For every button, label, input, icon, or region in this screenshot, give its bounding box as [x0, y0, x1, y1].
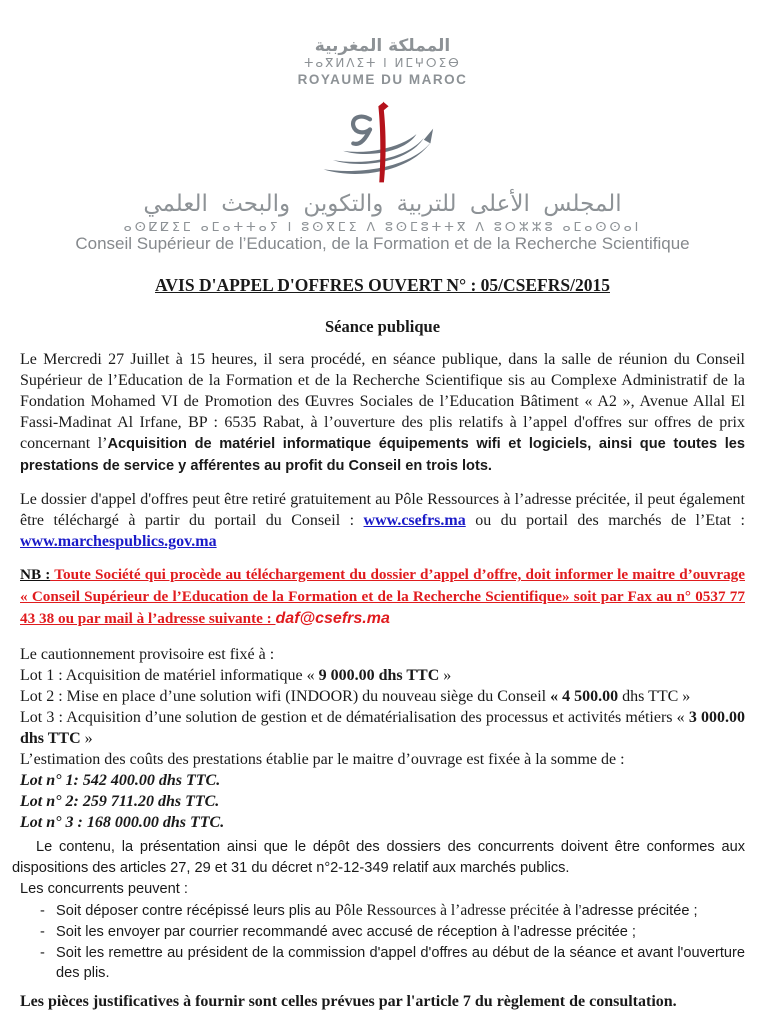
caution-lot2 — [20, 686, 745, 707]
bullet2-text: Soit les envoyer par courrier recommandé avec accusé de réception à l’adresse précitée ; — [56, 924, 636, 940]
lot1-amount: 9 000.00 dhs TTC — [318, 667, 440, 684]
intro-text: Le Mercredi 27 Juillet à 15 heures, il sera procédé, en séance publique, dans la salle de réunion du Conseil Supérieur de l’Education de la Formation et de la Recherche Scientifique sis au Complexe Administratif de la Fondation Mohamed VI de Promotion des Œuvres Sociales de l’Education Bâtiment « A2 », Avenue Allal El Fassi-Madinat Al Irfane, BP : 6535 Rabat, à l’ouverture des plis relatifs à l’appel d'offres sur offres de prix concernant l’ — [20, 351, 745, 452]
kingdom-name-tifinagh: ⵜⴰⴳⵍⴷⵉⵜ ⵏ ⵍⵎⵖⵔⵉⴱ — [304, 56, 461, 70]
notice-title — [20, 275, 745, 296]
list-item — [40, 943, 745, 983]
intro-paragraph — [20, 349, 745, 477]
daf-email-link[interactable]: daf@csefrs.ma — [275, 610, 390, 627]
nb-label: NB : — [20, 566, 51, 583]
nb-warning-text: Toute Société qui procède au téléchargement du dossier d’appel d’offre, doit informer le maitre d’ouvrage « Conseil Supérieur de l’Education de la Formation et de la Recherche Scientifique» soit par Fax au n° 0537 77 43 38 ou par mail à l’adresse suivante : — [20, 566, 746, 627]
council-name-arabic: المجلس الأعلى للتربية والتكوين والبحث العلمي — [143, 191, 622, 217]
calligraphy-logo-svg — [318, 100, 448, 185]
lot2-amount: « 4 500.00 — [550, 688, 619, 705]
csefrs-portal-link[interactable]: www.csefrs.ma — [363, 512, 466, 529]
dossier-text-1: Le dossier d'appel d'offres peut être retiré gratuitement au Pôle Ressources à l’adresse précitée, il peut également être téléchargé à partir du portail du Conseil : — [20, 491, 745, 529]
lot1-text: Lot 1 : Acquisition de matériel informatique « — [20, 667, 319, 684]
estimation-lot-1: Lot n° 1: 542 400.00 dhs TTC. — [20, 772, 221, 789]
lot2-close: dhs TTC » — [618, 688, 691, 705]
nb-paragraph — [20, 564, 745, 630]
notice-subtitle: Séance publique — [324, 317, 441, 336]
lot2-text: Lot 2 : Mise en place d’une solution wifi (INDOOR) du nouveau siège du Conseil — [20, 688, 551, 705]
csefrs-logo-icon — [20, 100, 745, 185]
submission-section — [12, 837, 745, 983]
list-item — [40, 901, 745, 921]
bullet1-text-2: à l’adresse précitée ; — [558, 903, 698, 919]
estimation-lot-2: Lot n° 2: 259 711.20 dhs TTC. — [20, 793, 220, 810]
caution-intro: Le cautionnement provisoire est fixé à : — [20, 646, 275, 663]
lot3-close: » — [80, 730, 93, 747]
caution-lot3 — [20, 707, 745, 749]
document-header — [20, 36, 745, 253]
marchespublics-portal-link[interactable]: www.marchespublics.gov.ma — [20, 533, 217, 550]
estimation-intro: L’estimation des coûts des prestations établie par le maitre d’ouvrage est fixée à la somme de : — [20, 751, 625, 768]
list-item — [40, 922, 745, 942]
bullet1-text-1: Soit déposer contre récépissé leurs plis au — [56, 903, 336, 919]
kingdom-name-arabic: المملكة المغربية — [314, 36, 451, 56]
submission-options-list — [20, 901, 745, 983]
caution-section — [20, 644, 745, 833]
lot1-close: » — [439, 667, 452, 684]
notice-title-text: AVIS D'APPEL D'OFFRES OUVERT N° : 05/CSEFRS/2015 — [155, 275, 610, 295]
concurrents-lead: Les concurrents peuvent : — [20, 881, 188, 897]
council-name-french: Conseil Supérieur de l’Education, de la Formation et de la Recherche Scientifique — [75, 234, 690, 253]
council-name-tifinagh: ⴰⵙⵇⵇⵉⵎ ⴰⵎⴰⵜⵜⴰⵢ ⵏ ⵓⵙⴳⵎⵉ ⴷ ⵓⵙⵎⵓⵜⵜⴳ ⴷ ⵓⵔⵣⵣⵓ ⴰⵎⴰⵙⵙⴰⵏ — [123, 219, 642, 234]
caution-lot1 — [20, 665, 745, 686]
notice-body — [12, 275, 746, 1012]
bullet3-text: Soit les remettre au président de la commission d'appel d'offres au début de la séance et avant l'ouverture des plis. — [56, 945, 745, 981]
kingdom-name-french: ROYAUME DU MAROC — [297, 72, 468, 87]
justificatives-note: Les pièces justificatives à fournir sont celles prévues par l'article 7 du règlement de consultation. — [20, 993, 677, 1010]
dossier-paragraph — [20, 489, 745, 552]
bullet1-text-serif: Pôle Ressources à l’adresse précitée — [335, 902, 559, 919]
dossier-text-2: ou du portail des marchés de l’Etat : — [465, 512, 746, 529]
lot3-text: Lot 3 : Acquisition d’une solution de gestion et de dématérialisation des processus et activités métiers « — [20, 709, 689, 726]
estimation-lot-3: Lot n° 3 : 168 000.00 dhs TTC. — [20, 814, 225, 831]
lot3-amount: 3 000.00 dhs TTC — [20, 709, 746, 747]
intro-object-bold: Acquisition de matériel informatique équipements wifi et logiciels, ainsi que toutes les prestations de service y afférentes au profit du Conseil en trois lots. — [20, 436, 746, 474]
content-rules-paragraph: Le contenu, la présentation ainsi que le dépôt des dossiers des concurrents doivent être conformes aux dispositions des articles 27, 29 et 31 du décret n°2-12-349 relatif aux marchés publics. — [12, 839, 745, 876]
